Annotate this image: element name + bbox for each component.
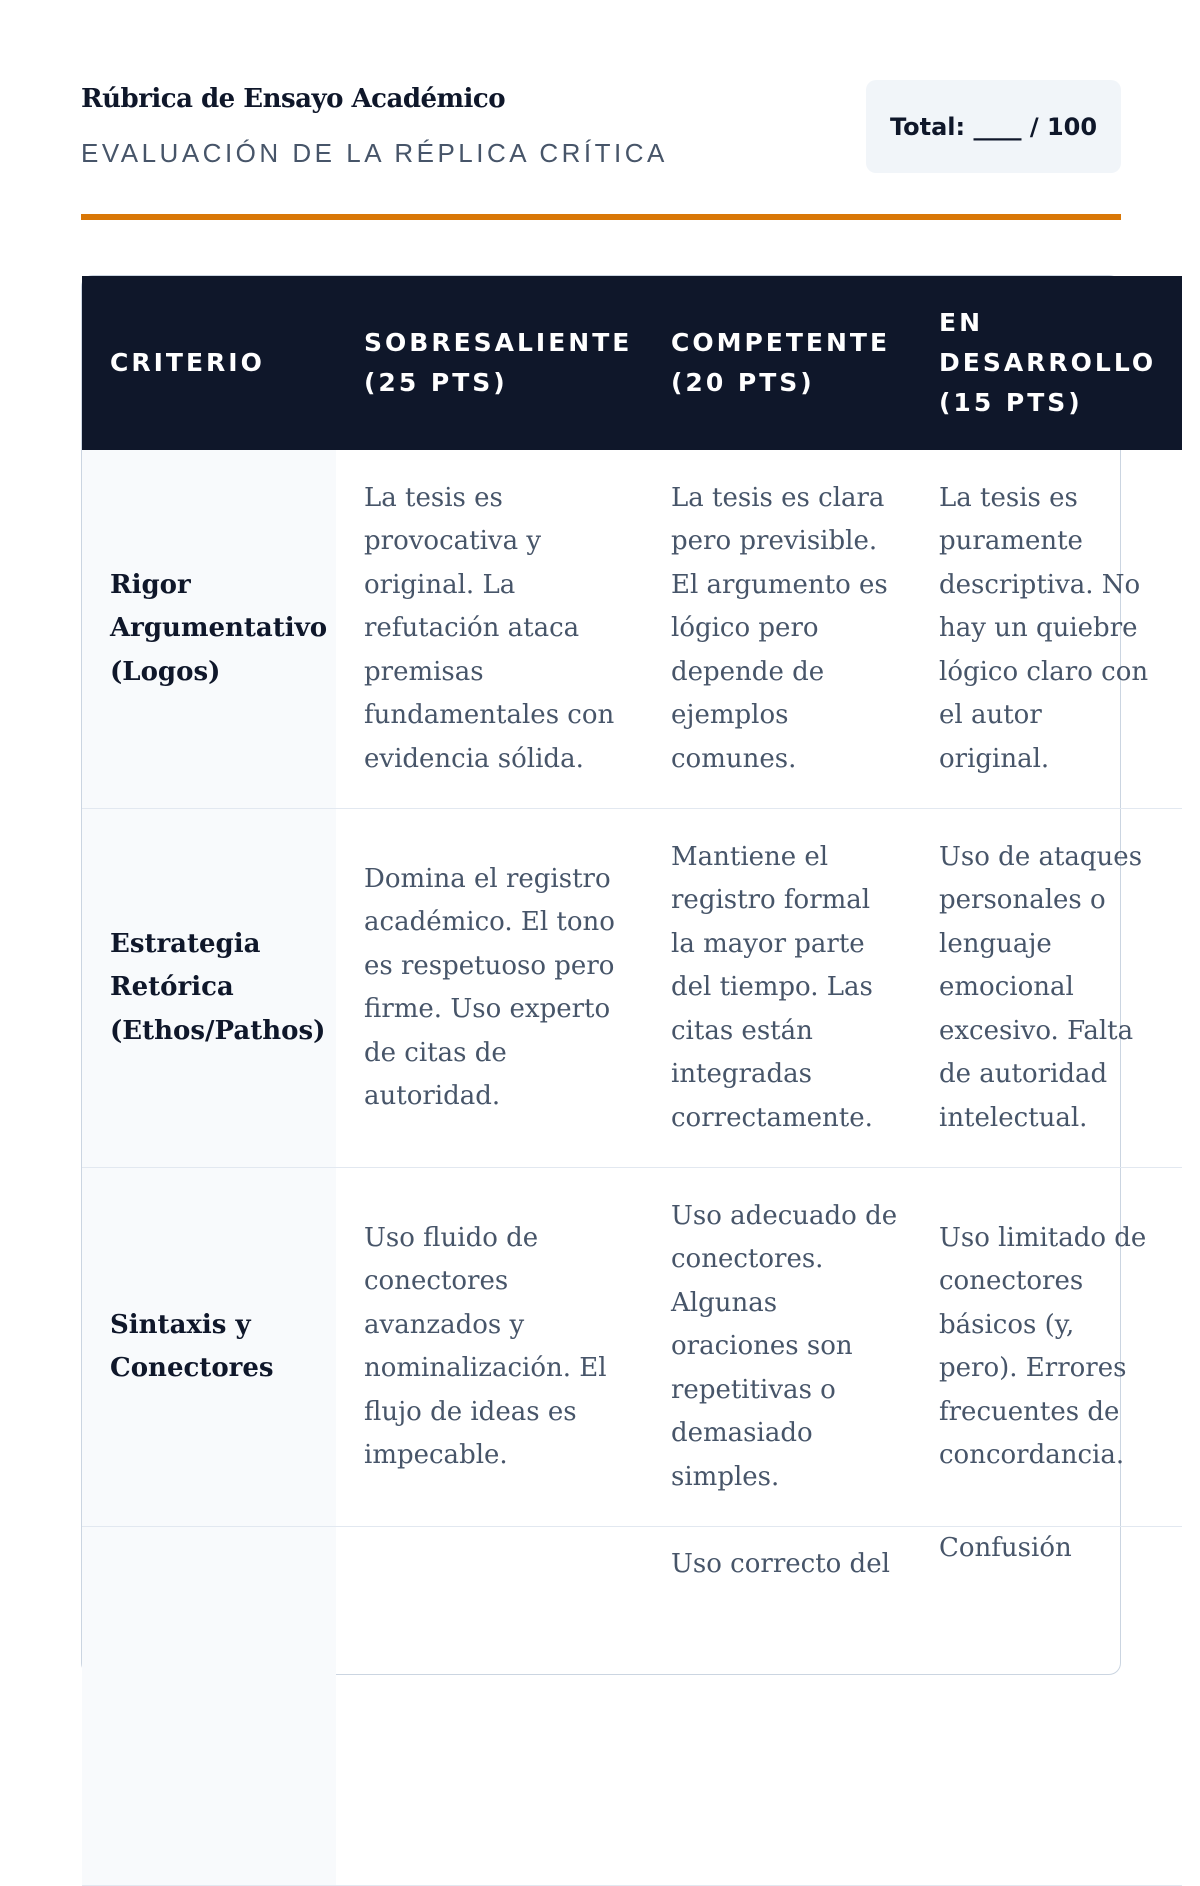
table-row (82, 450, 1182, 809)
header-sobresaliente: SOBRESALIENTE (25 PTS) (364, 328, 633, 397)
rubric-table (81, 275, 1157, 1675)
en-desarrollo-cell: Confusión (939, 1533, 1072, 1563)
table-row (82, 1168, 1182, 1527)
table-header-row (82, 276, 1182, 450)
document-subtitle: EVALUACIÓN DE LA RÉPLICA CRÍTICA (81, 138, 668, 168)
rubric-header (81, 80, 1121, 220)
criterion-cell: Rigor Argumentativo (Logos) (82, 450, 336, 808)
competente-cell: Mantiene el registro formal la mayor parte del tiempo. Las citas están integradas correctamente. (671, 841, 873, 1133)
total-score-box: Total: ____ / 100 (866, 80, 1121, 173)
competente-cell: Uso correcto del (671, 1549, 890, 1579)
criterion-cell (82, 1527, 336, 1885)
document-title: Rúbrica de Ensayo Académico (81, 84, 506, 114)
competente-cell: La tesis es clara pero previsible. El argumento es lógico pero depende de ejemplos comunes. (671, 482, 888, 774)
criterion-cell: Sintaxis y Conectores (82, 1168, 336, 1526)
header-en-desarrollo: EN DESARROLLO (15 PTS) (939, 308, 1157, 417)
header-criterio: CRITERIO (110, 348, 265, 377)
sobresaliente-cell (364, 1527, 654, 1885)
table-row (82, 809, 1182, 1168)
criterion-cell: Estrategia Retórica (Ethos/Pathos) (82, 809, 336, 1167)
competente-cell: Uso adecuado de conectores. Algunas oraciones son repetitivas o demasiado simples. (671, 1200, 898, 1492)
en-desarrollo-cell: La tesis es puramente descriptiva. No hay un quiebre lógico claro con el autor original. (939, 482, 1149, 774)
en-desarrollo-cell: Uso limitado de conectores básicos (y, pero). Errores frecuentes de concordancia. (939, 1222, 1147, 1470)
sobresaliente-cell: La tesis es provocativa y original. La refutación ataca premisas fundamentales con evidencia sólida. (364, 482, 615, 774)
accent-divider (81, 214, 1121, 220)
header-competente: COMPETENTE (20 PTS) (671, 328, 891, 397)
sobresaliente-cell: Domina el registro académico. El tono es respetuoso pero firme. Uso experto de citas de autoridad. (364, 863, 615, 1111)
table-row (82, 1527, 1182, 1886)
en-desarrollo-cell: Uso de ataques personales o lenguaje emocional excesivo. Falta de autoridad intelectual. (939, 841, 1143, 1133)
sobresaliente-cell: Uso fluido de conectores avanzados y nominalización. El flujo de ideas es impecable. (364, 1222, 607, 1470)
